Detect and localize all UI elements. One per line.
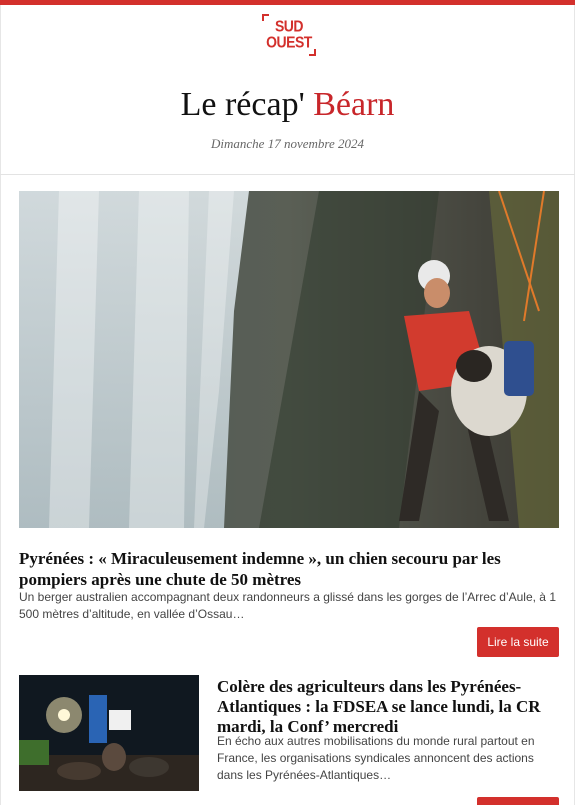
- article-2-headline[interactable]: Colère des agriculteurs dans les Pyrénées-Atlantiques : la FDSEA se lance lundi, la CR mardi, la Conf’ mercredi: [217, 677, 541, 736]
- article-2-image[interactable]: [19, 675, 199, 791]
- article-2-summary: En écho aux autres mobilisations du monde rural partout en France, les organisations syndicales annoncent des actions dans les Pyrénées-Atlantiques…: [217, 734, 535, 782]
- article-1-image[interactable]: [19, 191, 559, 528]
- newsletter-date: Dimanche 17 novembre 2024: [211, 136, 364, 151]
- header-divider: [0, 174, 575, 175]
- logo-bracket-bottom: [309, 49, 316, 56]
- logo-text-ouest: OUEST: [266, 32, 312, 52]
- newsletter-title: [0, 86, 575, 124]
- logo-text-sud: SUD: [274, 16, 304, 36]
- read-more-button[interactable]: Lire la suite: [477, 627, 559, 657]
- read-more-button-2[interactable]: [477, 797, 559, 805]
- sudouest-logo[interactable]: [262, 10, 316, 56]
- title-main: Le récap': [180, 86, 305, 123]
- article-1-headline[interactable]: Pyrénées : « Miraculeusement indemne », un chien secouru par les pompiers après une chute de 50 mètres: [19, 549, 501, 589]
- title-region: Béarn: [313, 86, 395, 123]
- article-1-summary: Un berger australien accompagnant deux randonneurs a glissé dans les gorges de l’Arrec d’Aule, à 1 500 mètres d’altitude, en vallée d’Ossau…: [19, 590, 556, 621]
